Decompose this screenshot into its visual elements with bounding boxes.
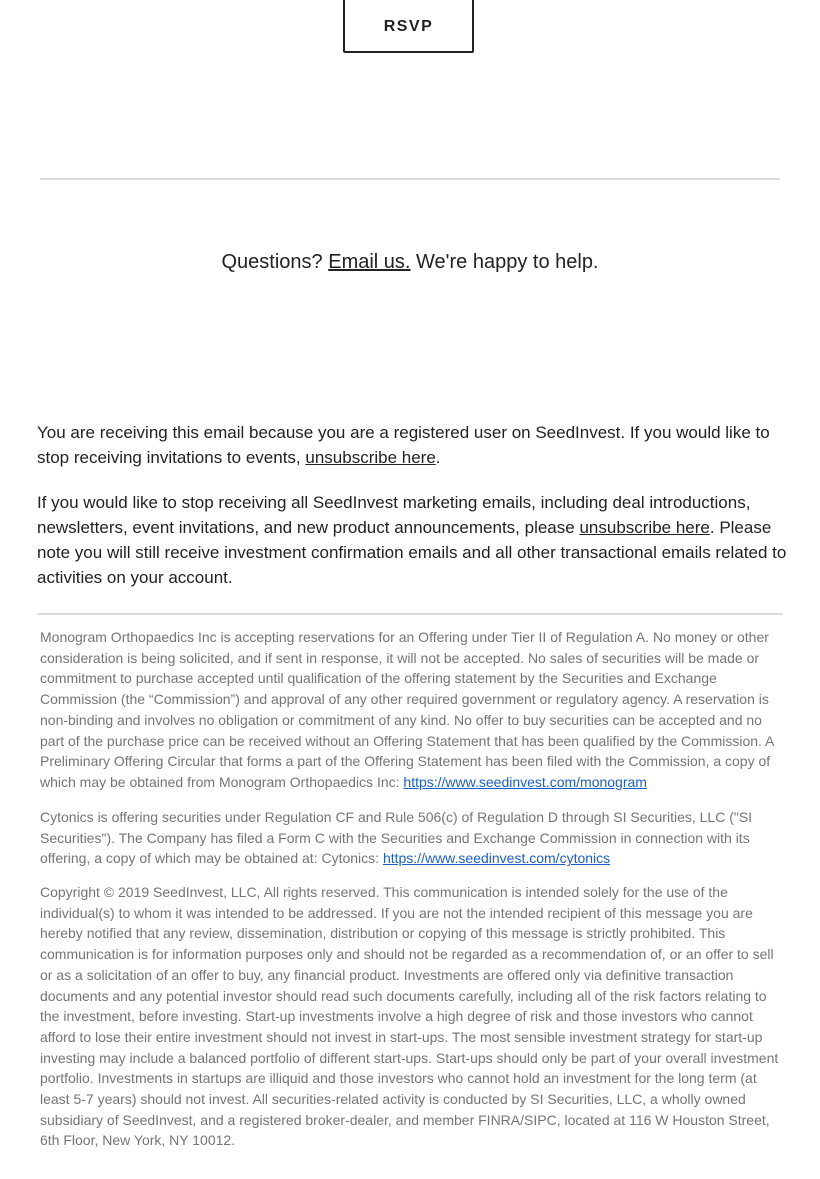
cytonics-disclaimer — [40, 807, 785, 869]
email-us-link[interactable]: Email us. — [328, 251, 411, 273]
cytonics-link[interactable]: https://www.seedinvest.com/cytonics — [382, 850, 611, 867]
unsubscribe-all-link[interactable]: unsubscribe here — [579, 518, 710, 537]
monogram-link[interactable]: https://www.seedinvest.com/monogram — [403, 773, 647, 790]
copyright-disclaimer: Copyright © 2019 SeedInvest, LLC, All rights reserved. This communication is intended solely for the use of the individual(s) to whom it was intended to be addressed. If you are not the intended recipient of this message you are hereby notified that any review, dissemination, distribution or copying of this message is strictly prohibited. This communication is for information purposes only and should not be regarded as a recommendation of, or an offer to sell or as a solicitation of an offer to buy, any financial product. Investments are offered only via definitive transaction documents and any potential investor should read such documents carefully, including all of the risk factors relating to the investment, before investing. Start-up investments involve a high degree of risk and those investors who cannot afford to lose their entire investment should not invest in start-ups. The most sensible investment strategy for start-up investing may include a balanced portfolio of different start-ups. Start-ups should only be part of your overall investment portfolio. Investments in startups are illiquid and those investors who cannot hold an investment for the long term (at least 5-7 years) should not invest. All securities-related activity is conducted by SI Securities, LLC, a wholly owned subsidiary of SeedInvest, and a registered broker-dealer, and member FINRA/SIPC, located at 116 W Houston Street, 6th Floor, New York, NY 10012. — [40, 884, 779, 1149]
unsubscribe-events-end: . — [435, 448, 441, 467]
unsubscribe-events-text: You are receiving this email because you are a registered user on SeedInvest. If you would like to stop receiving invitations to events, — [37, 423, 770, 467]
unsubscribe-all-text: If you would like to stop receiving all SeedInvest marketing emails, including deal introductions, newsletters, event invitations, and new product announcements, please — [37, 493, 751, 537]
divider — [40, 178, 780, 180]
monogram-disclaimer — [40, 627, 785, 793]
questions-prefix: Questions? — [221, 251, 329, 273]
cytonics-disclaimer-text: Cytonics is offering securities under Regulation CF and Rule 506(c) of Regulation D through SI Securities, LLC ("SI Securities"). The Company has filed a Form C with the Securities and Exchange Commission in connection with its offering, a copy of which may be obtained at: Cytonics: — [40, 809, 753, 867]
unsubscribe-events-paragraph — [37, 420, 787, 470]
questions-suffix: We're happy to help. — [410, 251, 599, 273]
footer-divider — [37, 613, 783, 615]
monogram-disclaimer-text: Monogram Orthopaedics Inc is accepting reservations for an Offering under Tier II of Regulation A. No money or other consideration is being solicited, and if sent in response, it will not be accepted. No sales of securities will be made or commitment to purchase accepted until qualification of the offering statement by the Securities and Exchange Commission (the “Commission”) and approval of any other required government or regulatory agency. A reservation is non-binding and involves no obligation or commitment of any kind. No offer to buy securities can be accepted and no part of the purchase price can be received without an Offering Statement that has been qualified by the Commission. A Preliminary Offering Circular that forms a part of the Offering Statement has been filed with the Commission, a copy of which may be obtained from Monogram Orthopaedics Inc: — [40, 629, 774, 790]
unsubscribe-all-paragraph — [37, 490, 787, 590]
unsubscribe-all-end: . Please note you will still receive investment confirmation emails and all other transactional emails related to activities on your account. — [37, 518, 787, 587]
rsvp-button[interactable]: RSVP — [343, 0, 474, 53]
unsubscribe-events-link[interactable]: unsubscribe here — [305, 448, 436, 467]
questions-line — [0, 248, 820, 276]
